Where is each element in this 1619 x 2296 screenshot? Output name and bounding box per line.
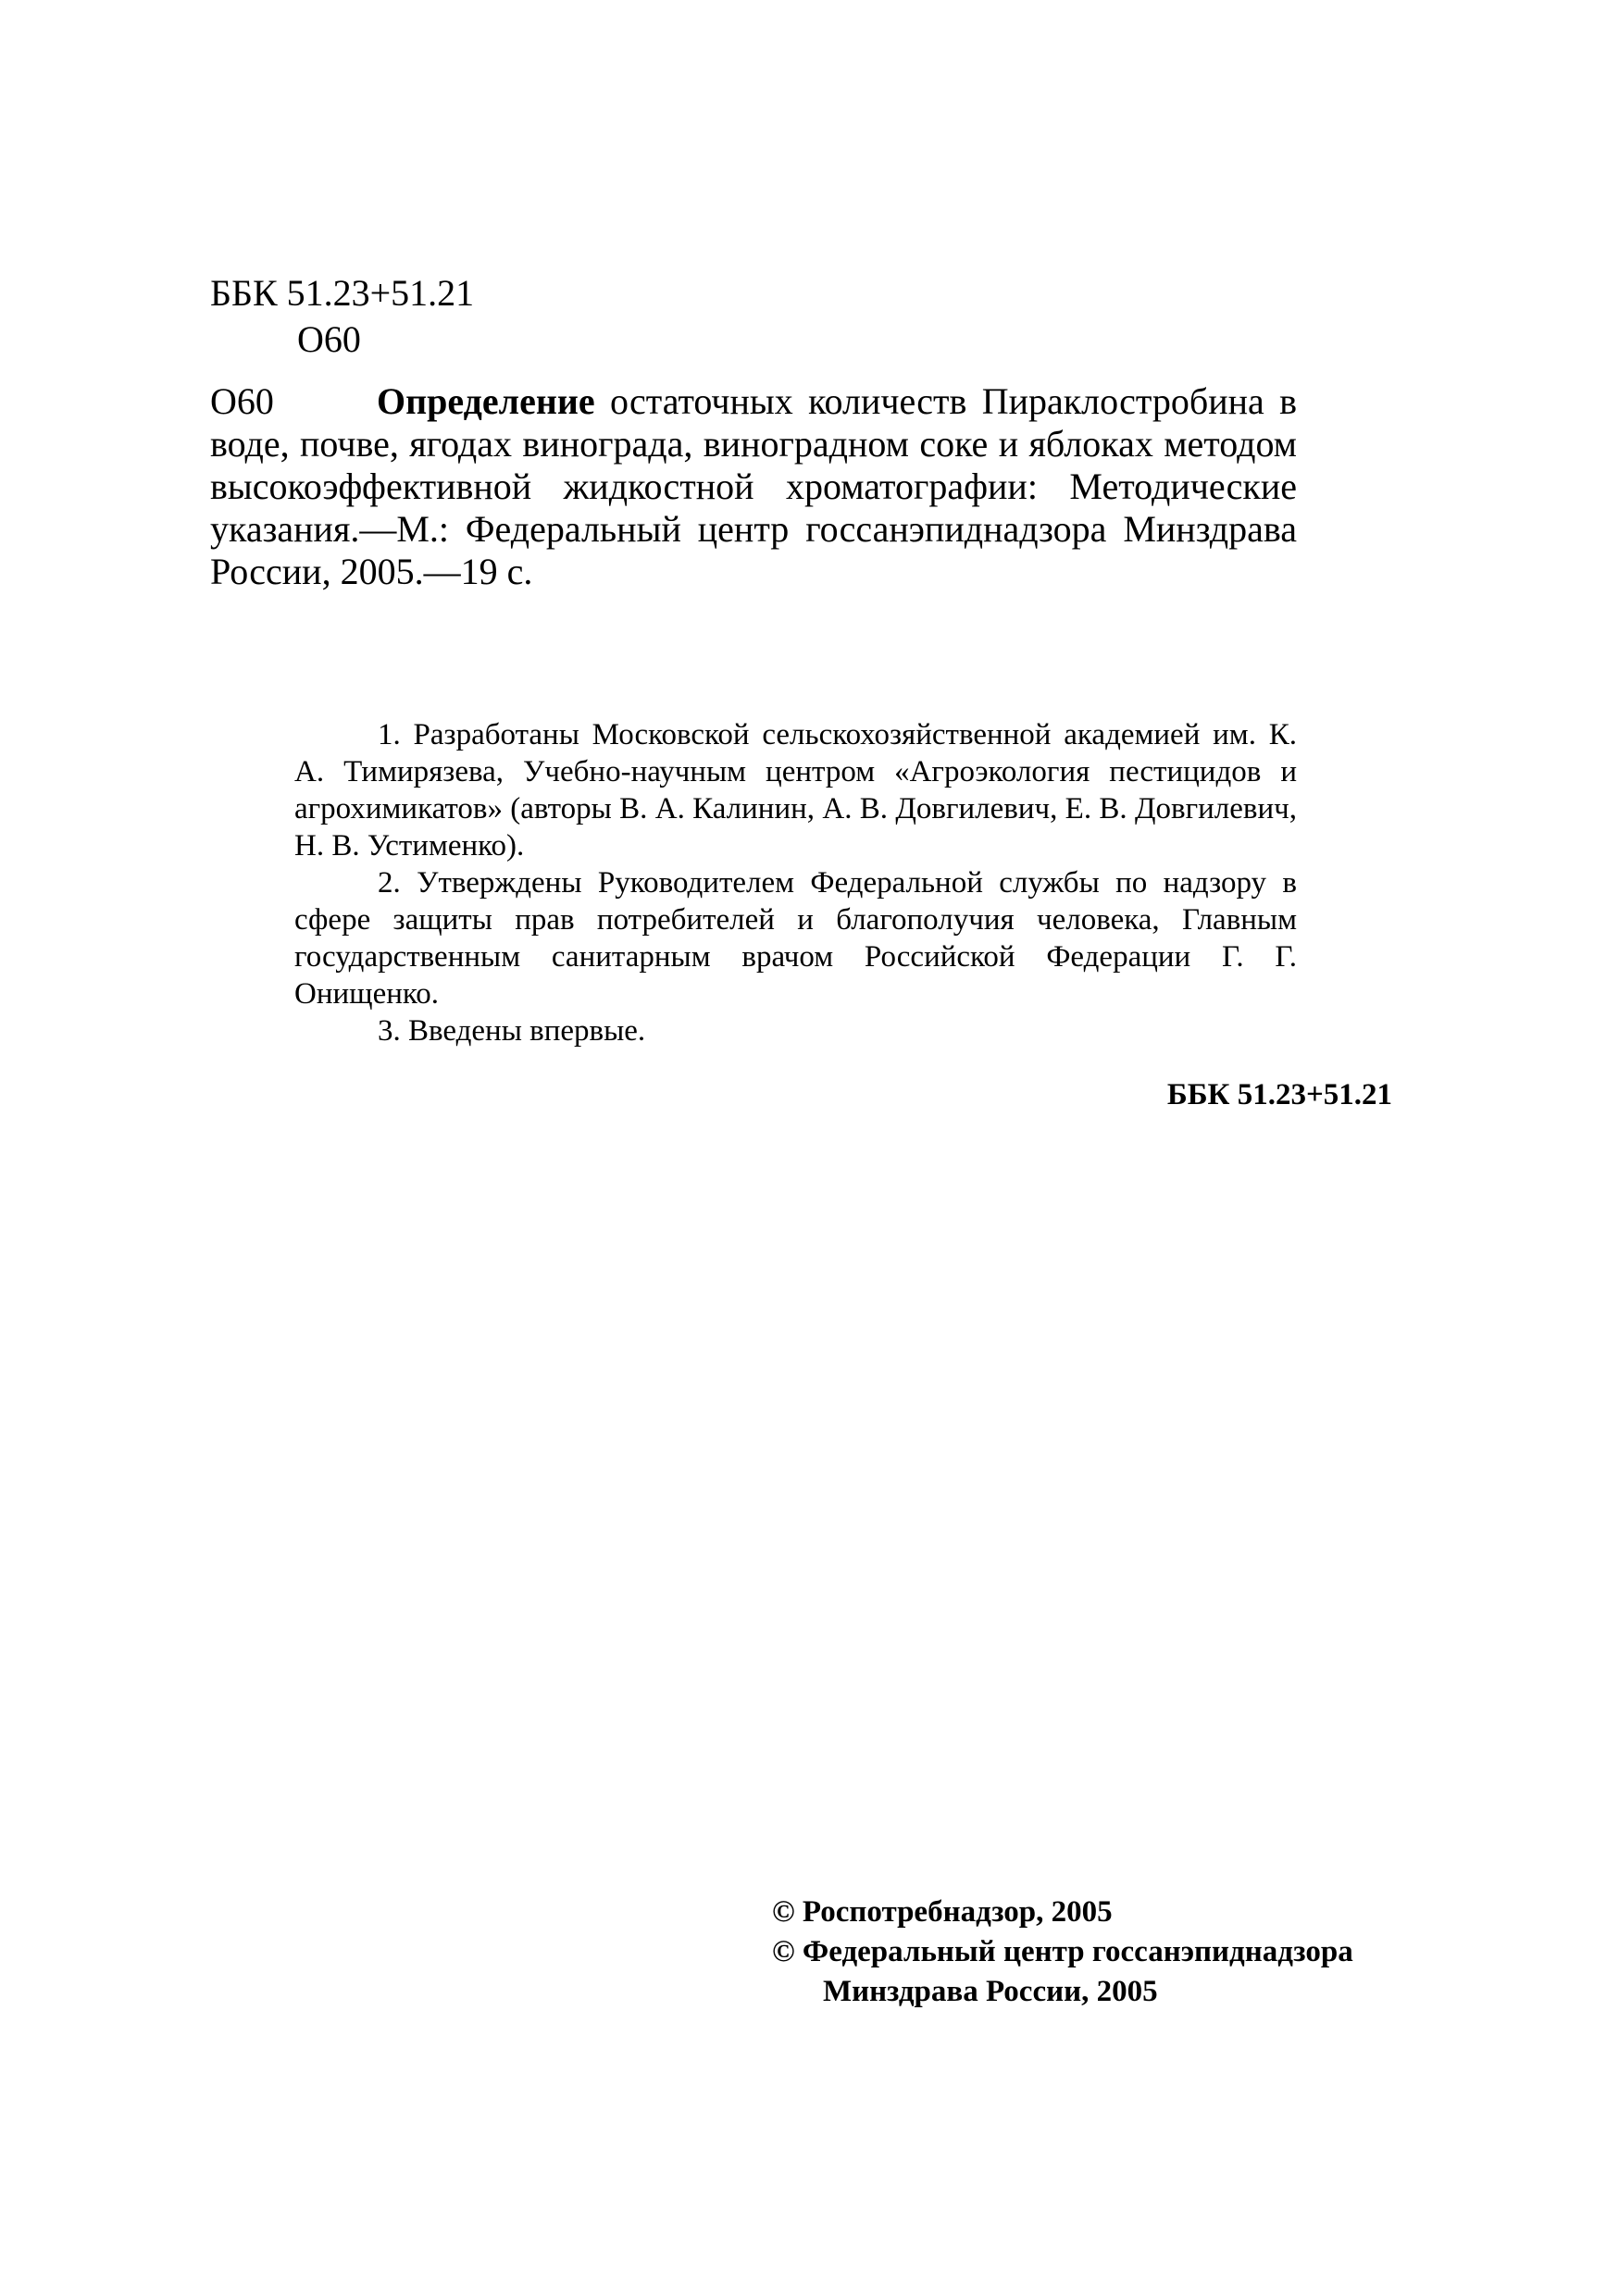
credit-item-developed: 1. Разработаны Московской сельскохозяйственной академией им. К. А. Тимирязева, Учебно-научным центром «Агроэкология пестицидов и агрохимикатов» (авторы В. А. Калинин, А. В. Довгилевич, Е. В. Довгилевич, Н. В. Устименко). [294,718,1297,863]
entry-author-mark: О60 [210,380,274,422]
credit-item-introduced: 3. Введены впервые. [378,1014,646,1048]
entry-title: Определение [377,380,595,422]
copyright-block [772,1893,1353,2012]
bbk-code-bottom: ББК 51.23+51.21 [1166,1078,1392,1111]
classification-block [210,270,474,363]
credit-item-approved: 2. Утверждены Руководителем Федеральной службы по надзору в сфере защиты прав потребителей и благополучия человека, Главным государственным санитарным врачом Российской Федерации Г. Г. Онищенко. [294,866,1297,1011]
copyright-line-2: © Федеральный центр госсанэпиднадзора [772,1935,1353,1968]
copyright-line-1: © Роспотребнадзор, 2005 [772,1895,1113,1929]
entry-text [210,380,1297,593]
credits-block [294,716,1297,1049]
entry-description: остаточных количеств Пираклостробина в воде, почве, ягодах винограда, виноградном соке и яблоках методом высокоэффективной жидкостной хроматографии: Методические указания.—М.: Федеральный центр госсанэпиднадзора Минздрава России, 2005.—19 с. [210,380,1297,592]
author-mark: О60 [297,318,361,360]
bibliographic-entry [210,380,1297,593]
copyright-line-3: Минздрава России, 2005 [823,1975,1158,2008]
bbk-code: ББК 51.23+51.21 [210,272,475,314]
